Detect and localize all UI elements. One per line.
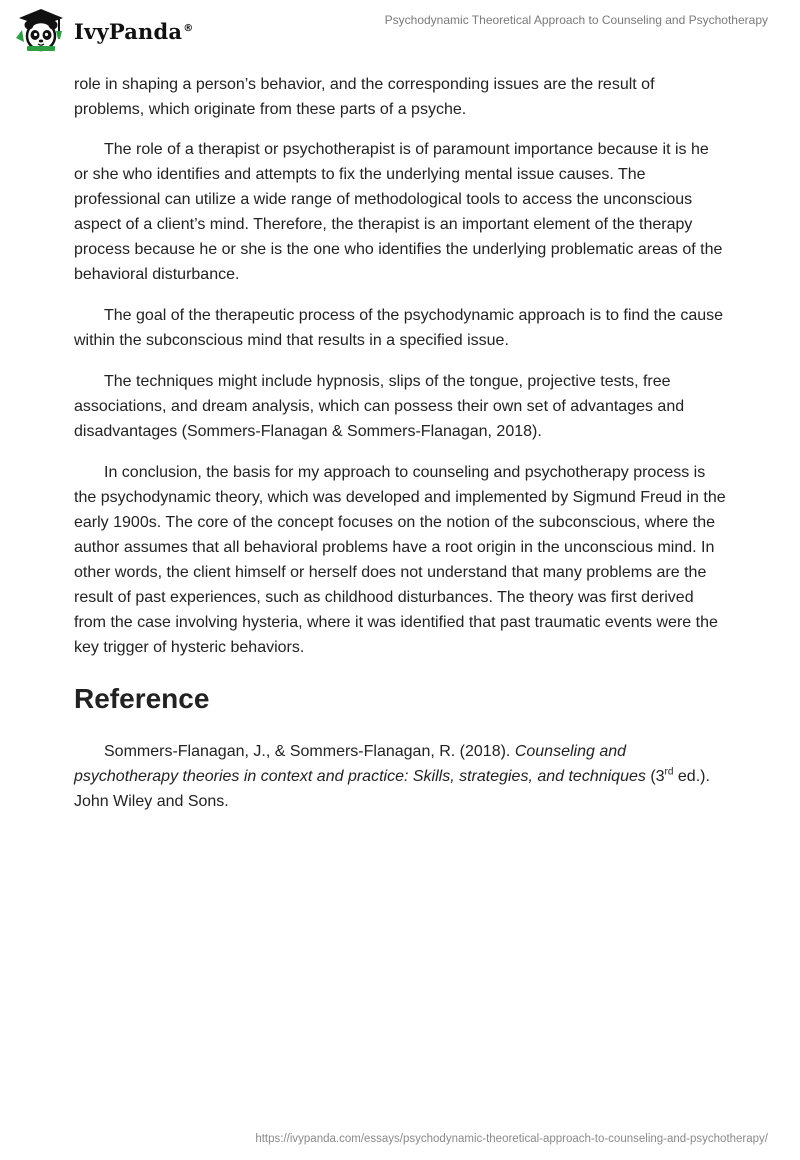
essay-body xyxy=(74,72,726,830)
paragraph-continued: role in shaping a person’s behavior, and the corresponding issues are the result of problems, which originate from these parts of a psyche. xyxy=(74,76,655,118)
page-header xyxy=(0,0,800,70)
reference-edition-open: (3 xyxy=(645,768,665,785)
reference-authors: Sommers-Flanagan, J., & Sommers-Flanagan, R. (2018). xyxy=(104,743,515,760)
reference-edition-suffix: rd xyxy=(664,766,674,778)
paragraph-techniques: The techniques might include hypnosis, slips of the tongue, projective tests, free associations, and dream analysis, which can possess their own set of advantages and disadvantages (Sommers-Flanagan & Sommers-Flanagan, 2018). xyxy=(74,373,685,440)
logo-wordmark: IvyPanda® xyxy=(74,18,194,44)
registered-mark: ® xyxy=(183,22,194,34)
reference-publisher: ed.). John Wiley and Sons. xyxy=(74,768,710,810)
ivypanda-logo[interactable] xyxy=(14,8,193,52)
running-title: Psychodynamic Theoretical Approach to Counseling and Psychotherapy xyxy=(384,13,768,27)
paragraph-therapy-goal: The goal of the therapeutic process of the psychodynamic approach is to find the cause within the subconscious mind that results in a specified issue. xyxy=(74,307,724,349)
panda-mascot-icon xyxy=(14,8,68,52)
paragraph-conclusion: In conclusion, the basis for my approach to counseling and psychotherapy process is the psychodynamic theory, which was developed and implemented by Sigmund Freud in the early 1900s. The core of the concept focuses on the notion of the subconscious, where the author assumes that all behavioral problems have a root origin in the unconscious mind. In other words, the client himself or herself does not understand that many problems are the result of past experiences, such as childhood disturbances. The theory was first derived from the case involving hysteria, where it was identified that past traumatic events were the key trigger of hysteric behaviors. xyxy=(74,464,726,656)
paragraph-therapist-role: The role of a therapist or psychotherapist is of paramount importance because it is he or she who identifies and attempts to fix the underlying mental issue causes. The professional can utilize a wide range of methodological tools to access the unconscious aspect of a client’s mind. Therefore, the therapist is an important element of the therapy process because he or she is the one who identifies the underlying problematic areas of the behavioral disturbance. xyxy=(74,141,723,283)
reference-heading: Reference xyxy=(74,683,210,714)
reference-title: Counseling and psychotherapy theories in context and practice: Skills, strategies, and techniques xyxy=(74,743,646,785)
source-url[interactable]: https://ivypanda.com/essays/psychodynamic-theoretical-approach-to-counseling-and-psychotherapy/ xyxy=(255,1133,768,1145)
reference-entry xyxy=(74,739,726,814)
